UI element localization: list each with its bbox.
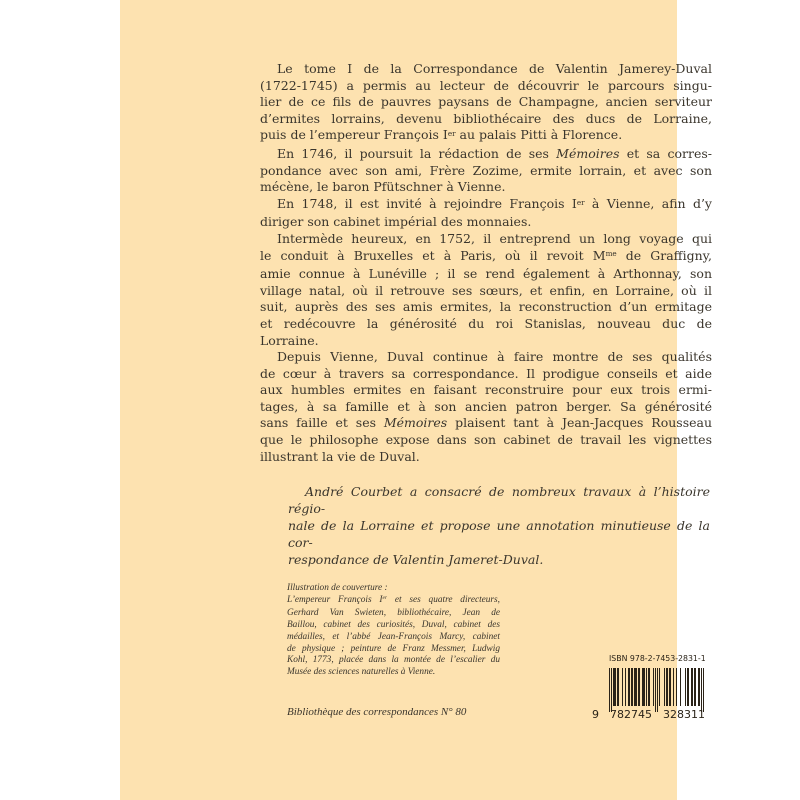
barcode-digit-group: 782745 — [610, 708, 652, 721]
author-note — [288, 484, 710, 569]
text-line: que le philosophe expose dans son cabinet de travail les vignettes — [260, 432, 712, 448]
text-line: aux humbles ermites en faisant reconstruire pour eux trois ermi- — [260, 382, 712, 398]
text-line: de cœur à travers sa correspondance. Il prodigue conseils et aide — [260, 365, 712, 381]
barcode-digit-group: 328311 — [663, 708, 705, 721]
text-line: Baillou, cabinet des curiosités, Duval, cabinet des — [287, 619, 500, 630]
text-line: tages, à sa famille et à son ancien patron berger. Sa générosité — [260, 398, 712, 414]
text-line: Musée des sciences naturelles à Vienne. — [287, 667, 436, 678]
text-line: nale de la Lorraine et propose une annotation minutieuse de la cor- — [288, 517, 710, 550]
text-line: Intermède heureux, en 1752, il entreprend un long voyage qui — [277, 230, 712, 246]
text-line: suit, auprès des ses amis ermites, la reconstruction d’un ermitage — [260, 299, 712, 315]
isbn-barcode — [592, 654, 706, 724]
illustration-credit — [287, 583, 500, 679]
text-line: amie connue à Lunéville ; il se rend également à Arthonnay, son — [260, 266, 712, 282]
text-line: le conduit à Bruxelles et à Paris, où il revoit $M^{me}$ de Graffigny, — [260, 247, 712, 263]
text-line: village natal, où il retrouve ses sœurs, et enfin, en Lorraine, où il — [260, 282, 712, 298]
text-line: illustrant la vie de Duval. — [260, 448, 420, 464]
barcode-number — [592, 708, 705, 721]
text-line: Le tome I de la Correspondance de Valentin Jamerey-Duval — [277, 61, 712, 76]
text-line: L’empereur François Ier et ses quatre directeurs, — [287, 594, 500, 605]
text-line: d’ermites lorrains, devenu bibliothécaire des ducs de Lorraine, — [260, 110, 712, 126]
series-label: Bibliothèque des correspondances N° 80 — [287, 706, 467, 718]
text-line: En 1746, il poursuit la rédaction de ses Mémoires et sa corres- — [277, 145, 712, 161]
text-line: Depuis Vienne, Duval continue à faire montre de ses qualités — [277, 349, 712, 365]
isbn-label: ISBN 978-2-7453-2831-1 — [609, 654, 706, 663]
text-line: diriger son cabinet impérial des monnaies. — [260, 214, 532, 230]
text-line: Lorraine. — [260, 332, 319, 348]
text-line: Gerhard Van Swieten, bibliothécaire, Jean de — [287, 607, 500, 618]
text-line: et redécouvre la générosité du roi Stanislas, nouveau duc de — [260, 315, 712, 331]
barcode-digit-group: 9 — [592, 708, 599, 721]
text-line: (1722-1745) a permis au lecteur de découvrir le parcours singu- — [260, 77, 712, 93]
text-line: puis de l’empereur François Ier au palais Pitti à Florence. — [260, 127, 623, 143]
text-line: En 1748, il est invité à rejoindre François Ier à Vienne, afin d’y — [277, 195, 712, 211]
text-line: pondance avec son ami, Frère Zozime, ermite lorrain, et avec son — [260, 162, 712, 178]
text-line: Illustration de couverture : — [287, 583, 388, 593]
text-line: Kohl, 1773, placée dans la montée de l’escalier du — [287, 655, 500, 666]
back-cover-blurb — [260, 61, 712, 465]
text-line: mécène, le baron Pfütschner à Vienne. — [260, 179, 506, 195]
text-line: lier de ce fils de pauvres paysans de Champagne, ancien serviteur — [260, 94, 712, 110]
text-line: respondance de Valentin Jameret-Duval. — [288, 551, 544, 567]
text-line: de physique ; peinture de Franz Messmer, Ludwig — [287, 643, 500, 654]
text-line: médailles, et l’abbé Jean-François Marcy, cabinet — [287, 631, 500, 642]
text-line: André Courbet a consacré de nombreux travaux à l’histoire régio- — [288, 484, 710, 516]
text-line: sans faille et ses Mémoires plaisent tant à Jean-Jacques Rousseau — [260, 415, 713, 431]
book-cover-background — [120, 0, 713, 800]
